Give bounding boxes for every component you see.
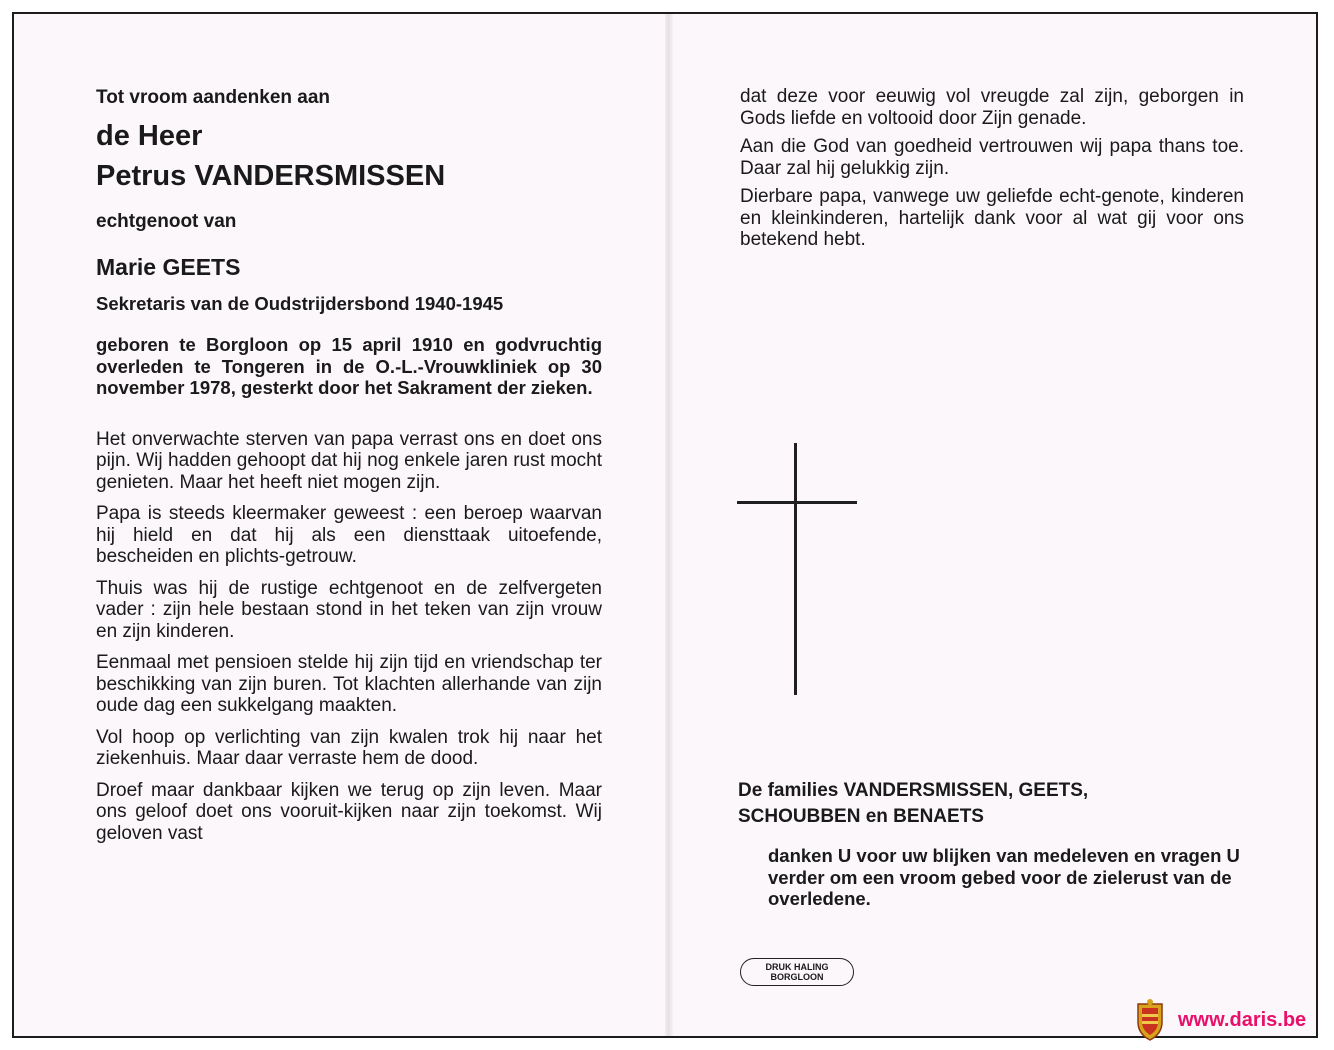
left-panel bbox=[96, 86, 602, 844]
paragraph: dat deze voor eeuwig vol vreugde zal zijn, geborgen in Gods liefde en voltooid door Zijn genade. bbox=[740, 86, 1244, 129]
cross-icon bbox=[737, 443, 857, 695]
paragraph: Dierbare papa, vanwege uw geliefde echt-genote, kinderen en kleinkinderen, hartelijk dank voor al wat gij voor ons betekend hebt. bbox=[740, 186, 1244, 250]
paragraph: Aan die God van goedheid vertrouwen wij papa thans toe. Daar zal hij gelukkig zijn. bbox=[740, 136, 1244, 179]
watermark-text: www.daris.be bbox=[1178, 1008, 1307, 1031]
watermark bbox=[1132, 998, 1306, 1042]
cross-horizontal-bar bbox=[737, 501, 857, 504]
right-panel bbox=[740, 86, 1244, 251]
paragraph: Thuis was hij de rustige echtgenoot en de zelfvergeten vader : zijn hele bestaan stond in het teken van zijn vrouw en zijn kinderen. bbox=[96, 577, 602, 642]
printer-name: DRUK HALING bbox=[765, 962, 829, 972]
card-fold bbox=[665, 14, 673, 1036]
bio-text: geboren te Borgloon op 15 april 1910 en godvruchtig overleden te Tongeren in de O.-L.-Vrouwkliniek op 30 november 1978, gesterkt door het Sakrament der zieken. bbox=[96, 334, 602, 398]
paragraph: Droef maar dankbaar kijken we terug op zijn leven. Maar ons geloof doet ons vooruit-kijken naar zijn toekomst. Wij geloven vast bbox=[96, 779, 602, 844]
spouse-name: Marie GEETS bbox=[96, 254, 241, 280]
paragraph: Papa is steeds kleermaker geweest : een beroep waarvan hij hield en dat hij als een diensttaak uitoefende, bescheiden en plichts-getrouw. bbox=[96, 503, 602, 567]
cross-vertical-bar bbox=[794, 443, 797, 695]
thanks-text: danken U voor uw blijken van medeleven en vragen U verder om een vroom gebed voor de zielerust van de overledene. bbox=[768, 845, 1240, 909]
families-block bbox=[738, 778, 1198, 830]
families-line: SCHOUBBEN en BENAETS bbox=[738, 806, 984, 827]
printer-stamp bbox=[740, 958, 854, 986]
deceased-name: Petrus VANDERSMISSEN bbox=[96, 160, 446, 192]
role-text: Sekretaris van de Oudstrijdersbond 1940-1945 bbox=[96, 293, 504, 314]
printer-town: BORGLOON bbox=[770, 972, 824, 982]
title-line: de Heer bbox=[96, 120, 203, 152]
paragraph: Vol hoop op verlichting van zijn kwalen trok hij naar het ziekenhuis. Maar daar verraste hem de dood. bbox=[96, 726, 602, 769]
paragraph: Eenmaal met pensioen stelde hij zijn tijd en vriendschap ter beschikking van zijn buren. Tot klachten allerhande van zijn oude dag een sukkelgang maakten. bbox=[96, 652, 602, 716]
intro-text: Tot vroom aandenken aan bbox=[96, 87, 331, 108]
families-line: De families VANDERSMISSEN, GEETS, bbox=[738, 780, 1089, 801]
spouse-intro: echtgenoot van bbox=[96, 211, 237, 232]
paragraph: Het onverwachte sterven van papa verrast ons en doet ons pijn. Wij hadden gehoopt dat hij nog enkele jaren rust mocht genieten. Maar het heeft niet mogen zijn. bbox=[96, 428, 602, 493]
heraldic-crest-icon bbox=[1132, 998, 1168, 1042]
